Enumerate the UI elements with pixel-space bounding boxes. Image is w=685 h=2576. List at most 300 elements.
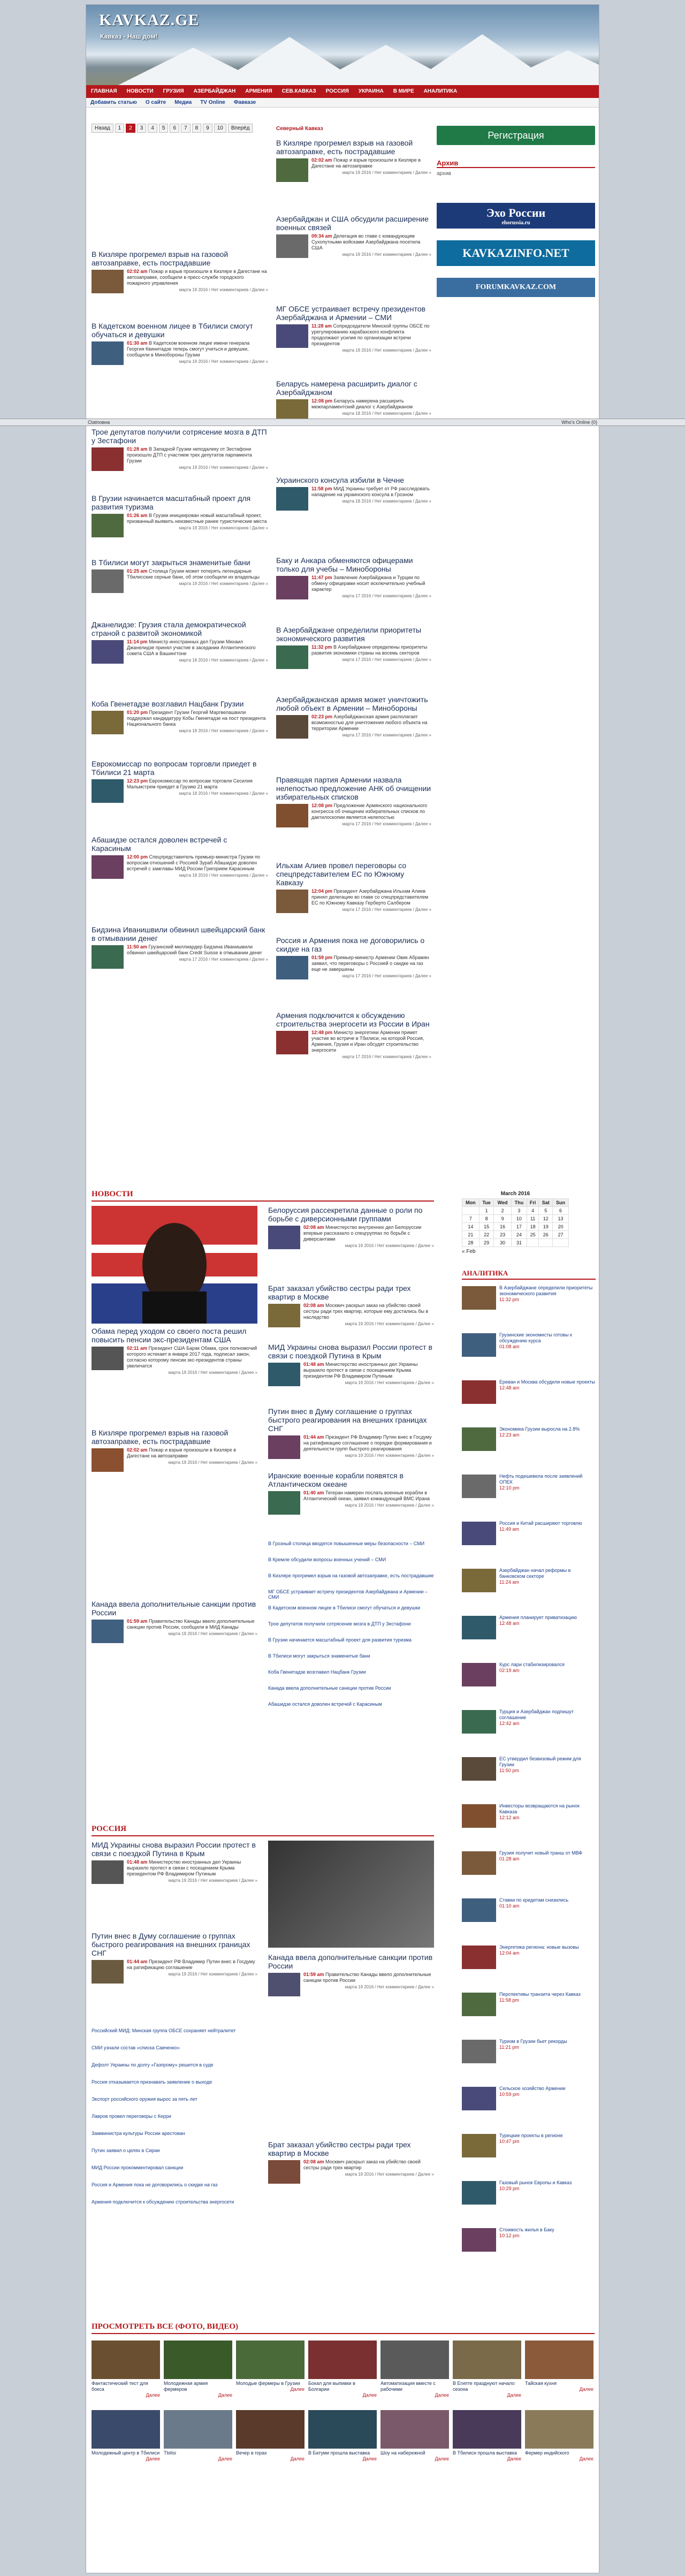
news-thumbnail[interactable] — [276, 645, 308, 669]
analytics-thumbnail[interactable] — [462, 2228, 496, 2252]
nav-item-azerbaijan[interactable]: АЗЕРБАЙДЖАН — [193, 88, 236, 94]
news-item-title[interactable]: Белоруссия рассекретила данные о роли по борьбе с диверсионными группами — [268, 1206, 423, 1223]
news-thumbnail[interactable] — [92, 640, 124, 664]
calendar-day[interactable]: 16 — [494, 1223, 511, 1231]
news-item-meta[interactable]: марта 19 2016 / Нет комментариев / Далее » — [345, 1243, 434, 1248]
pager-page[interactable]: 6 — [170, 124, 179, 133]
news-item[interactable] — [276, 936, 431, 1008]
news-item-meta[interactable]: марта 19 2016 / Нет комментариев / Далее » — [168, 1460, 257, 1465]
analytics-item[interactable] — [462, 1379, 596, 1422]
banner-forumkavkaz[interactable] — [437, 278, 595, 297]
archive-select[interactable]: архив — [437, 171, 451, 177]
feed-link[interactable]: Экспорт российского оружия вырос за пять лет — [92, 2096, 197, 2102]
gallery-more-link[interactable]: Далее — [435, 2392, 449, 2398]
news-item-meta[interactable]: марта 19 2016 / Нет комментариев / Далее » — [345, 2172, 434, 2177]
gallery-item[interactable] — [453, 2410, 521, 2469]
news-item-meta[interactable]: марта 18 2016 / Нет комментариев / Далее » — [179, 873, 268, 878]
gallery-caption[interactable]: Вечер в горах — [236, 2450, 267, 2456]
news-item-meta[interactable]: марта 17 2016 / Нет комментариев / Далее » — [342, 733, 431, 738]
news-thumbnail[interactable] — [276, 715, 308, 739]
russia-section-title[interactable]: РОССИЯ — [92, 1825, 127, 1833]
banner-kavkazinfo[interactable] — [437, 240, 595, 266]
news-item[interactable] — [276, 695, 431, 772]
pager-prev[interactable]: Назад — [92, 124, 113, 133]
news-thumbnail[interactable] — [92, 447, 124, 471]
news-item[interactable] — [92, 558, 268, 617]
news-item[interactable] — [276, 1011, 431, 1152]
news-item[interactable] — [92, 925, 268, 1008]
news-thumbnail[interactable] — [92, 1347, 124, 1370]
news-item-meta[interactable]: марта 17 2016 / Нет комментариев / Далее » — [342, 974, 431, 978]
news-thumbnail[interactable] — [92, 270, 124, 293]
gallery-thumbnail[interactable] — [164, 2341, 232, 2379]
news-item[interactable] — [92, 1932, 257, 2012]
feed-link[interactable]: В Кадетском военном лицее в Тбилиси смогут обучаться и девушки — [268, 1605, 421, 1610]
analytics-thumbnail[interactable] — [462, 1380, 496, 1404]
gallery-thumbnail[interactable] — [308, 2341, 377, 2379]
analytics-thumbnail[interactable] — [462, 1946, 496, 1969]
pager-page-active[interactable]: 2 — [126, 124, 135, 133]
analytics-item[interactable] — [462, 2133, 596, 2176]
calendar-day[interactable]: 26 — [539, 1231, 553, 1239]
gallery-caption[interactable]: Молодежный центр в Тбилиси — [92, 2450, 160, 2456]
gallery-caption[interactable]: В Тбилиси прошла выставка — [453, 2450, 517, 2456]
news-item-title[interactable]: Беларусь намерена расширить диалог с Азербайджаном — [276, 379, 417, 397]
analytics-item-text[interactable]: В Азербайджане определили приоритеты экономического развития — [499, 1285, 593, 1296]
gallery-caption[interactable]: Молодые фермеры в Грузии — [236, 2381, 300, 2386]
analytics-thumbnail[interactable] — [462, 1851, 496, 1875]
news-item-meta[interactable]: марта 19 2016 / Нет комментариев / Далее » — [179, 287, 268, 292]
news-item[interactable] — [276, 379, 431, 473]
news-item-title[interactable]: В Кизляре прогремел взрыв на газовой автозаправке, есть пострадавшие — [276, 139, 413, 156]
analytics-item[interactable] — [462, 2039, 596, 2081]
gallery-thumbnail[interactable] — [453, 2341, 521, 2379]
analytics-item-text[interactable]: Инвесторы возвращаются на рынок Кавказа — [499, 1803, 580, 1814]
gallery-caption[interactable]: Тайская кухня — [525, 2381, 557, 2386]
news-thumbnail[interactable] — [276, 576, 308, 599]
analytics-thumbnail[interactable] — [462, 1475, 496, 1498]
feed-link[interactable]: МГ ОБСЕ устраивает встречу президентов Азербайджана и Армении – СМИ — [268, 1589, 428, 1600]
news-item-title[interactable]: Брат заказал убийство сестры ради трех квартир в Москве — [268, 2140, 411, 2157]
analytics-item[interactable] — [462, 2086, 596, 2129]
news-item-meta[interactable]: марта 19 2016 / Нет комментариев / Далее » — [179, 465, 268, 470]
register-button[interactable]: Регистрация — [437, 126, 595, 145]
feed-link[interactable]: В Кизляре прогремел взрыв на газовой автозаправке, есть пострадавшие — [268, 1573, 434, 1578]
news-thumbnail[interactable] — [92, 341, 124, 365]
gallery-thumbnail[interactable] — [453, 2410, 521, 2449]
news-item-meta[interactable]: марта 17 2016 / Нет комментариев / Далее » — [342, 1054, 431, 1059]
analytics-thumbnail[interactable] — [462, 1993, 496, 2016]
news-item[interactable] — [268, 2140, 434, 2221]
pager-page[interactable]: 3 — [137, 124, 147, 133]
news-item-title[interactable]: МГ ОБСЕ устраивает встречу президентов Азербайджана и Армении – СМИ — [276, 305, 425, 322]
analytics-item-text[interactable]: Курс лари стабилизировался — [499, 1662, 565, 1667]
news-item-meta[interactable]: марта 17 2016 / Нет комментариев / Далее » — [342, 594, 431, 598]
nav-item-russia[interactable]: РОССИЯ — [325, 88, 349, 94]
news-item[interactable] — [276, 626, 431, 692]
calendar-day[interactable]: 18 — [527, 1223, 538, 1231]
news-item-title[interactable]: Джанелидзе: Грузия стала демократической страной с развитой экономикой — [92, 620, 246, 637]
news-item-meta[interactable]: марта 17 2016 / Нет комментариев / Далее » — [179, 957, 268, 962]
gallery-item[interactable] — [236, 2410, 305, 2469]
news-thumbnail[interactable] — [92, 779, 124, 803]
news-item[interactable] — [92, 1841, 257, 1921]
analytics-thumbnail[interactable] — [462, 1804, 496, 1828]
analytics-item-text[interactable]: ЕС утвердил безвизовый режим для Грузии — [499, 1756, 581, 1767]
gallery-item[interactable] — [380, 2341, 449, 2399]
russia-lead-photo[interactable] — [268, 1841, 434, 1948]
analytics-item[interactable] — [462, 1756, 596, 1799]
news-item-meta[interactable]: марта 19 2016 / Нет комментариев / Далее » — [168, 1878, 257, 1883]
analytics-thumbnail[interactable] — [462, 1710, 496, 1734]
news-item-meta[interactable]: марта 19 2016 / Нет комментариев / Далее » — [179, 526, 268, 530]
news-item-meta[interactable]: марта 19 2016 / Нет комментариев / Далее » — [168, 1972, 257, 1977]
news-item-meta[interactable]: марта 19 2016 / Нет комментариев / Далее » — [179, 359, 268, 364]
news-item[interactable] — [92, 494, 268, 555]
analytics-thumbnail[interactable] — [462, 1663, 496, 1686]
gallery-thumbnail[interactable] — [525, 2341, 593, 2379]
calendar-day[interactable]: 6 — [553, 1207, 569, 1215]
analytics-item[interactable] — [462, 1944, 596, 1987]
news-item-meta[interactable]: марта 17 2016 / Нет комментариев / Далее » — [342, 657, 431, 662]
analytics-item-text[interactable]: Турецкие проекты в регионе — [499, 2133, 563, 2138]
news-thumbnail[interactable] — [276, 956, 308, 979]
news-thumbnail[interactable] — [92, 1620, 124, 1643]
news-item[interactable] — [276, 305, 431, 376]
news-thumbnail[interactable] — [92, 855, 124, 879]
analytics-thumbnail[interactable] — [462, 1427, 496, 1451]
analytics-title[interactable]: АНАЛИТИКА — [462, 1269, 508, 1277]
news-item[interactable] — [92, 1428, 257, 1509]
news-item-title[interactable]: Абашидзе остался доволен встречей с Карасиным — [92, 835, 227, 853]
gallery-thumbnail[interactable] — [236, 2410, 305, 2449]
news-item[interactable] — [276, 139, 431, 211]
news-item-meta[interactable]: марта 19 2016 / Нет комментариев / Далее » — [345, 1380, 434, 1385]
feed-link[interactable]: Коба Гвенетадзе возглавил Нацбанк Грузии — [268, 1669, 366, 1675]
feed-link[interactable]: В Кремле обсудили вопросы военных учений – СМИ — [268, 1557, 386, 1562]
feed-link[interactable]: Лавров провел переговоры с Керри — [92, 2114, 171, 2119]
whos-online-link[interactable]: Who's Online (0) — [561, 420, 597, 425]
subnav-media[interactable]: Медиа — [174, 100, 192, 105]
news-thumbnail[interactable] — [276, 1031, 308, 1054]
analytics-item-text[interactable]: Туризм в Грузии бьет рекорды — [499, 2039, 567, 2044]
gallery-caption[interactable]: Фантастический тест для бокса — [92, 2381, 148, 2392]
news-item-title[interactable]: Путин внес в Думу соглашение о группах быстрого реагирования на внешних границах СНГ — [268, 1407, 427, 1433]
nav-item-analytics[interactable]: АНАЛИТИКА — [423, 88, 458, 94]
news-thumbnail[interactable] — [92, 1448, 124, 1472]
analytics-item[interactable] — [462, 2180, 596, 2223]
gallery-more-link[interactable]: Далее — [362, 2392, 377, 2398]
gallery-more-link[interactable]: Далее — [362, 2456, 377, 2461]
gallery-item[interactable] — [525, 2341, 593, 2399]
news-item-title[interactable]: Азербайджанская армия может уничтожить любой объект в Армении – Минобороны — [276, 695, 428, 712]
gallery-caption[interactable]: В Батуми прошла выставка — [308, 2450, 370, 2456]
news-thumbnail[interactable] — [276, 158, 308, 182]
calendar-day[interactable]: 25 — [527, 1231, 538, 1239]
news-item-meta[interactable]: марта 19 2016 / Нет комментариев / Далее » — [345, 1321, 434, 1326]
news-item-meta[interactable]: марта 19 2016 / Нет комментариев / Далее » — [168, 1631, 257, 1636]
news-item-title[interactable]: Азербайджан и США обсудили расширение военных связей — [276, 215, 429, 232]
gallery-more-link[interactable]: Далее — [435, 2456, 449, 2461]
feed-link[interactable]: Трое депутатов получили сотрясение мозга в ДТП у Зестафони — [268, 1621, 411, 1627]
calendar-prev-link[interactable]: « Feb — [462, 1249, 476, 1255]
news-thumbnail[interactable] — [92, 569, 124, 593]
news-section-title[interactable]: НОВОСТИ — [92, 1190, 133, 1198]
analytics-item[interactable] — [462, 1568, 596, 1610]
calendar-day[interactable]: 14 — [462, 1223, 480, 1231]
news-item-title[interactable]: В Кизляре прогремел взрыв на газовой автозаправке, есть пострадавшие — [92, 1428, 229, 1446]
analytics-item[interactable] — [462, 1897, 596, 1940]
news-item[interactable] — [276, 215, 431, 301]
calendar-day[interactable]: 7 — [462, 1215, 480, 1223]
news-item[interactable] — [92, 1600, 257, 1680]
pager-page[interactable]: 10 — [214, 124, 226, 133]
feed-link[interactable]: Россия и Армения пока не договорились о скидке на газ — [92, 2182, 218, 2187]
news-thumbnail[interactable] — [268, 1363, 300, 1386]
analytics-item[interactable] — [462, 1426, 596, 1469]
calendar-day[interactable]: 28 — [462, 1239, 480, 1247]
analytics-item-text[interactable]: Сельское хозяйство Армении — [499, 2086, 566, 2091]
news-thumbnail[interactable] — [268, 1491, 300, 1515]
calendar-day[interactable]: 23 — [494, 1231, 511, 1239]
gallery-thumbnail[interactable] — [92, 2341, 160, 2379]
analytics-item-text[interactable]: Ереван и Москва обсудили новые проекты — [499, 1379, 595, 1385]
gallery-caption[interactable]: Автоматизация вместе с рабочими — [380, 2381, 436, 2392]
news-item-meta[interactable]: марта 19 2016 / Нет комментариев / Далее » — [342, 252, 431, 257]
feed-link[interactable]: Дефолт Украины по долгу «Газпрому» решится в суде — [92, 2062, 214, 2068]
news-thumbnail[interactable] — [92, 514, 124, 537]
news-item-title[interactable]: В Кадетском военном лицее в Тбилиси смогут обучаться и девушки — [92, 322, 253, 339]
news-item-title[interactable]: В Грузии начинается масштабный проект для развития туризма — [92, 494, 251, 511]
gallery-thumbnail[interactable] — [164, 2410, 232, 2449]
news-item[interactable] — [268, 1953, 434, 2033]
news-item[interactable] — [268, 1471, 434, 1531]
news-item-title[interactable]: Коба Гвенетадзе возглавил Нацбанк Грузии — [92, 700, 244, 708]
calendar-day[interactable]: 3 — [511, 1207, 527, 1215]
news-thumbnail[interactable] — [276, 234, 308, 258]
analytics-thumbnail[interactable] — [462, 2181, 496, 2205]
news-item-title[interactable]: Брат заказал убийство сестры ради трех квартир в Москве — [268, 1284, 411, 1301]
news-item[interactable] — [268, 1284, 434, 1344]
analytics-thumbnail[interactable] — [462, 1757, 496, 1781]
gallery-thumbnail[interactable] — [525, 2410, 593, 2449]
news-thumbnail[interactable] — [276, 804, 308, 827]
calendar-day[interactable]: 29 — [479, 1239, 494, 1247]
analytics-thumbnail[interactable] — [462, 2087, 496, 2110]
calendar-day[interactable]: 12 — [539, 1215, 553, 1223]
news-thumbnail[interactable] — [92, 1860, 124, 1884]
feed-link[interactable]: Путин заявил о целях в Сирии — [92, 2148, 160, 2153]
news-item-meta[interactable]: марта 19 2016 / Нет комментариев / Далее » — [179, 581, 268, 586]
news-item-title[interactable]: В Тбилиси могут закрыться знаменитые бани — [92, 558, 250, 567]
subnav-tv[interactable]: TV Online — [200, 100, 225, 105]
analytics-item-text[interactable]: Газовый рынок Европы и Кавказ — [499, 2180, 572, 2185]
analytics-item-text[interactable]: Грузия получит новый транш от МВФ — [499, 1850, 583, 1856]
feed-link[interactable]: Канада ввела дополнительные санкции против России — [268, 1685, 391, 1691]
news-item-title[interactable]: МИД Украины снова выразил России протест в связи с поездкой Путина в Крым — [268, 1343, 432, 1360]
gallery-item[interactable] — [380, 2410, 449, 2469]
gallery-more-link[interactable]: Далее — [218, 2392, 232, 2398]
analytics-item[interactable] — [462, 1332, 596, 1375]
news-item[interactable] — [92, 759, 268, 832]
analytics-item-text[interactable]: Стоимость жилья в Баку — [499, 2227, 554, 2232]
gallery-thumbnail[interactable] — [380, 2341, 449, 2379]
analytics-item[interactable] — [462, 2227, 596, 2270]
news-item-title[interactable]: Иранские военные корабли появятся в Атлантическом океане — [268, 1471, 404, 1488]
news-item-meta[interactable]: марта 19 2016 / Нет комментариев / Далее » — [168, 1370, 257, 1375]
news-item[interactable] — [276, 776, 431, 858]
gallery-more-link[interactable]: Далее — [579, 2387, 593, 2392]
gallery-item[interactable] — [236, 2341, 305, 2399]
news-item-title[interactable]: Баку и Анкара обменяются офицерами только для учебы – Минобороны — [276, 556, 413, 573]
gallery-caption[interactable]: Tbilisi — [164, 2450, 177, 2456]
analytics-item-text[interactable]: Нефть подешевела после заявлений ОПЕК — [499, 1473, 583, 1485]
gallery-more-link[interactable]: Далее — [579, 2456, 593, 2461]
calendar-day[interactable]: 19 — [539, 1223, 553, 1231]
gallery-more-link[interactable]: Далее — [507, 2392, 521, 2398]
news-item[interactable] — [276, 861, 431, 933]
calendar-day[interactable]: 21 — [462, 1231, 480, 1239]
feed-link[interactable]: МИД России прокомментировал санкции — [92, 2165, 184, 2170]
news-item-title[interactable]: Канада ввела дополнительные санкции против России — [268, 1953, 433, 1970]
news-item[interactable] — [92, 322, 268, 424]
gallery-more-link[interactable]: Далее — [507, 2456, 521, 2461]
analytics-item-text[interactable]: Ставки по кредитам снизились — [499, 1897, 569, 1903]
news-item-title[interactable]: Канада ввела дополнительные санкции против России — [92, 1600, 256, 1617]
subnav-add-article[interactable]: Добавить статью — [90, 100, 137, 105]
feed-link[interactable]: Россия отказывается признавать заявление о выходе — [92, 2079, 212, 2085]
analytics-item-text[interactable]: Азербайджан начал реформы в банковском секторе — [499, 1568, 571, 1579]
calendar-day[interactable]: 8 — [479, 1215, 494, 1223]
news-thumbnail[interactable] — [276, 324, 308, 348]
gallery-thumbnail[interactable] — [92, 2410, 160, 2449]
gallery-item[interactable] — [308, 2341, 377, 2399]
analytics-thumbnail[interactable] — [462, 1616, 496, 1639]
gallery-more-link[interactable]: Далее — [218, 2456, 232, 2461]
feed-link[interactable]: Российский МИД: Минская группа ОБСЕ сохраняет нейтралитет — [92, 2028, 236, 2033]
news-thumbnail[interactable] — [268, 1304, 300, 1327]
nav-item-ukraine[interactable]: УКРАИНА — [358, 88, 384, 94]
nav-item-news[interactable]: НОВОСТИ — [126, 88, 154, 94]
analytics-item[interactable] — [462, 1285, 596, 1328]
analytics-item[interactable] — [462, 1709, 596, 1752]
calendar-day[interactable]: 30 — [494, 1239, 511, 1247]
analytics-thumbnail[interactable] — [462, 1569, 496, 1592]
news-thumbnail[interactable] — [268, 2160, 300, 2184]
news-item-meta[interactable]: марта 19 2016 / Нет комментариев / Далее » — [342, 348, 431, 353]
pager-page[interactable]: 5 — [159, 124, 169, 133]
gallery-caption[interactable]: Молодежная армия фермеров — [164, 2381, 208, 2392]
gallery-caption[interactable]: Шоу на набережной — [380, 2450, 425, 2456]
news-item[interactable] — [268, 1206, 434, 1266]
calendar-day[interactable]: 27 — [553, 1231, 569, 1239]
gallery-more-link[interactable]: Далее — [146, 2392, 160, 2398]
news-item-meta[interactable]: марта 19 2016 / Нет комментариев / Далее » — [345, 1503, 434, 1508]
nav-item-armenia[interactable]: АРМЕНИЯ — [245, 88, 272, 94]
news-item-meta[interactable]: марта 17 2016 / Нет комментариев / Далее » — [342, 907, 431, 912]
news-item[interactable] — [276, 476, 431, 553]
subnav-fav[interactable]: Фавказе — [233, 100, 256, 105]
subnav-about[interactable]: О сайте — [145, 100, 166, 105]
nav-item-world[interactable]: В МИРЕ — [393, 88, 414, 94]
news-thumbnail[interactable] — [276, 890, 308, 913]
analytics-item-text[interactable]: Экономика Грузии выросла на 2.8% — [499, 1426, 580, 1432]
analytics-item[interactable] — [462, 1615, 596, 1658]
calendar-day[interactable]: 22 — [479, 1231, 494, 1239]
news-item-title[interactable]: Бидзина Иванишвили обвинил швейцарский банк в отмывании денег — [92, 925, 265, 943]
calendar-day[interactable]: 13 — [553, 1215, 569, 1223]
news-item-meta[interactable]: марта 18 2016 / Нет комментариев / Далее » — [342, 411, 431, 416]
analytics-item-text[interactable]: Перспективы транзита через Кавказ — [499, 1992, 581, 1997]
analytics-item-text[interactable]: Россия и Китай расширяют торговлю — [499, 1521, 582, 1526]
feed-link[interactable]: В Тбилиси могут закрыться знаменитые бани — [268, 1653, 370, 1659]
news-item-title[interactable]: Украинского консула избили в Чечне — [276, 476, 404, 484]
news-item-meta[interactable]: марта 19 2016 / Нет комментариев / Далее » — [345, 1453, 434, 1458]
news-item-title[interactable]: Правящая партия Армении назвала нелепостью предложение АНК об очищении избирательных списков — [276, 776, 431, 801]
news-thumbnail[interactable] — [276, 487, 308, 511]
news-item-meta[interactable]: марта 19 2016 / Нет комментариев / Далее » — [345, 1985, 434, 1989]
gallery-thumbnail[interactable] — [308, 2410, 377, 2449]
news-item-title[interactable]: В Азербайджане определили приоритеты экономического развития — [276, 626, 422, 643]
calendar-day[interactable]: 9 — [494, 1215, 511, 1223]
feed-link[interactable]: В Грузии начинается масштабный проект для развития туризма — [268, 1637, 412, 1643]
feed-link[interactable]: Абашидзе остался доволен встречей с Карасиным — [268, 1701, 382, 1707]
gallery-caption[interactable]: Бокал для выпивки в Болгарии — [308, 2381, 355, 2392]
gallery-thumbnail[interactable] — [236, 2341, 305, 2379]
analytics-item[interactable] — [462, 1521, 596, 1563]
gallery-item[interactable] — [92, 2410, 160, 2469]
news-item-meta[interactable]: марта 18 2016 / Нет комментариев / Далее » — [179, 728, 268, 733]
feed-link[interactable]: Замминистра культуры России арестован — [92, 2131, 185, 2136]
news-thumbnail[interactable] — [268, 1226, 300, 1249]
news-item-title[interactable]: Армения подключится к обсуждению строительства энергосети из России в Иран — [276, 1011, 430, 1028]
gallery-item[interactable] — [164, 2341, 232, 2399]
analytics-item[interactable] — [462, 1992, 596, 2034]
news-item-title[interactable]: В Кизляре прогремел взрыв на газовой автозаправке, есть пострадавшие — [92, 250, 229, 267]
analytics-item[interactable] — [462, 1662, 596, 1705]
calendar-day[interactable]: 2 — [494, 1207, 511, 1215]
site-logo[interactable]: KAVKAZ.GE — [99, 11, 200, 29]
news-item-title[interactable]: МИД Украины снова выразил России протест в связи с поездкой Путина в Крым — [92, 1841, 256, 1858]
news-thumbnail[interactable] — [92, 711, 124, 734]
gallery-more-link[interactable]: Далее — [146, 2456, 160, 2461]
pager-page[interactable]: 8 — [192, 124, 202, 133]
news-item[interactable] — [92, 620, 268, 696]
news-thumbnail[interactable] — [92, 1960, 124, 1984]
analytics-item[interactable] — [462, 1803, 596, 1846]
pager-page[interactable]: 7 — [181, 124, 191, 133]
gallery-item[interactable] — [308, 2410, 377, 2469]
pager-next[interactable]: Вперёд — [228, 124, 253, 133]
news-item-title[interactable]: Путин внес в Думу соглашение о группах быстрого реагирования на внешних границах СНГ — [92, 1932, 250, 1957]
news-item[interactable] — [268, 1343, 434, 1403]
analytics-thumbnail[interactable] — [462, 2040, 496, 2063]
analytics-thumbnail[interactable] — [462, 2134, 496, 2157]
news-item-meta[interactable]: марта 18 2016 / Нет комментариев / Далее » — [179, 658, 268, 663]
calendar-day[interactable]: 24 — [511, 1231, 527, 1239]
analytics-thumbnail[interactable] — [462, 1522, 496, 1545]
news-item-title[interactable]: Трое депутатов получили сотрясение мозга в ДТП у Зестафони — [92, 428, 267, 445]
news-item-title[interactable]: Еврокомиссар по вопросам торговли приедет в Тбилиси 21 марта — [92, 759, 257, 777]
gallery-caption[interactable]: Фермер индийского — [525, 2450, 569, 2456]
analytics-item-text[interactable]: Грузинские экономисты готовы к обсуждению курса — [499, 1332, 572, 1343]
calendar-day[interactable]: 31 — [511, 1239, 527, 1247]
calendar-day[interactable]: 1 — [479, 1207, 494, 1215]
pager-page[interactable]: 9 — [203, 124, 212, 133]
gallery-caption[interactable]: В Египте празднуют начало сезона — [453, 2381, 515, 2392]
gallery-thumbnail[interactable] — [380, 2410, 449, 2449]
news-item[interactable] — [92, 700, 268, 756]
